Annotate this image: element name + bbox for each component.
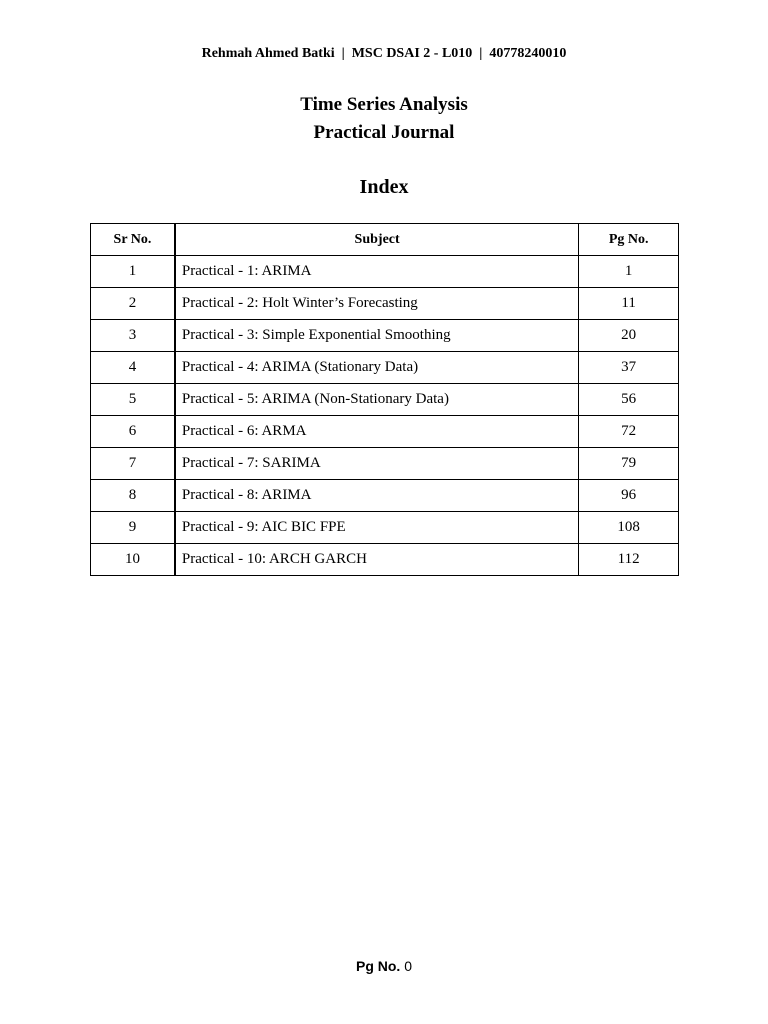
table-row xyxy=(91,256,679,288)
sr-no-cell: 8 xyxy=(91,480,175,512)
document-title: Time Series Analysis xyxy=(300,94,468,115)
pg-no-cell: 20 xyxy=(579,320,679,352)
subject-cell: Practical - 9: AIC BIC FPE xyxy=(175,512,579,544)
sr-no-cell: 7 xyxy=(91,448,175,480)
pg-no-cell: 72 xyxy=(579,416,679,448)
table-row xyxy=(91,480,679,512)
pg-no-cell: 108 xyxy=(579,512,679,544)
footer-page-number: 0 xyxy=(404,958,413,974)
subject-cell: Practical - 2: Holt Winter’s Forecasting xyxy=(175,288,579,320)
sr-no-cell: 6 xyxy=(91,416,175,448)
table-header-row xyxy=(91,224,679,256)
pg-no-cell: 56 xyxy=(579,384,679,416)
index-table xyxy=(90,223,679,576)
table-row xyxy=(91,512,679,544)
column-header-subject: Subject xyxy=(175,224,579,256)
sr-no-cell: 9 xyxy=(91,512,175,544)
sr-no-cell: 5 xyxy=(91,384,175,416)
pg-no-cell: 11 xyxy=(579,288,679,320)
table-row xyxy=(91,288,679,320)
column-header-sr-no: Sr No. xyxy=(91,224,175,256)
table-row xyxy=(91,384,679,416)
subject-cell: Practical - 7: SARIMA xyxy=(175,448,579,480)
table-row xyxy=(91,416,679,448)
subject-cell: Practical - 1: ARIMA xyxy=(175,256,579,288)
document-subtitle: Practical Journal xyxy=(313,122,455,143)
page-footer xyxy=(0,958,768,974)
table-row xyxy=(91,352,679,384)
subject-cell: Practical - 10: ARCH GARCH xyxy=(175,544,579,576)
sr-no-cell: 10 xyxy=(91,544,175,576)
table-row xyxy=(91,448,679,480)
sr-no-cell: 1 xyxy=(91,256,175,288)
table-row xyxy=(91,320,679,352)
subject-cell: Practical - 3: Simple Exponential Smoothing xyxy=(175,320,579,352)
pg-no-cell: 96 xyxy=(579,480,679,512)
subject-cell: Practical - 4: ARIMA (Stationary Data) xyxy=(175,352,579,384)
pg-no-cell: 1 xyxy=(579,256,679,288)
sr-no-cell: 3 xyxy=(91,320,175,352)
pg-no-cell: 37 xyxy=(579,352,679,384)
pg-no-cell: 112 xyxy=(579,544,679,576)
index-heading: Index xyxy=(359,176,409,198)
pg-no-cell: 79 xyxy=(579,448,679,480)
author-header: Rehmah Ahmed Batki | MSC DSAI 2 - L010 | 40778240010 xyxy=(201,46,567,61)
subject-cell: Practical - 8: ARIMA xyxy=(175,480,579,512)
sr-no-cell: 4 xyxy=(91,352,175,384)
subject-cell: Practical - 5: ARIMA (Non-Stationary Data) xyxy=(175,384,579,416)
table-row xyxy=(91,544,679,576)
sr-no-cell: 2 xyxy=(91,288,175,320)
subject-cell: Practical - 6: ARMA xyxy=(175,416,579,448)
column-header-pg-no: Pg No. xyxy=(579,224,679,256)
footer-page-label: Pg No. xyxy=(355,958,401,974)
